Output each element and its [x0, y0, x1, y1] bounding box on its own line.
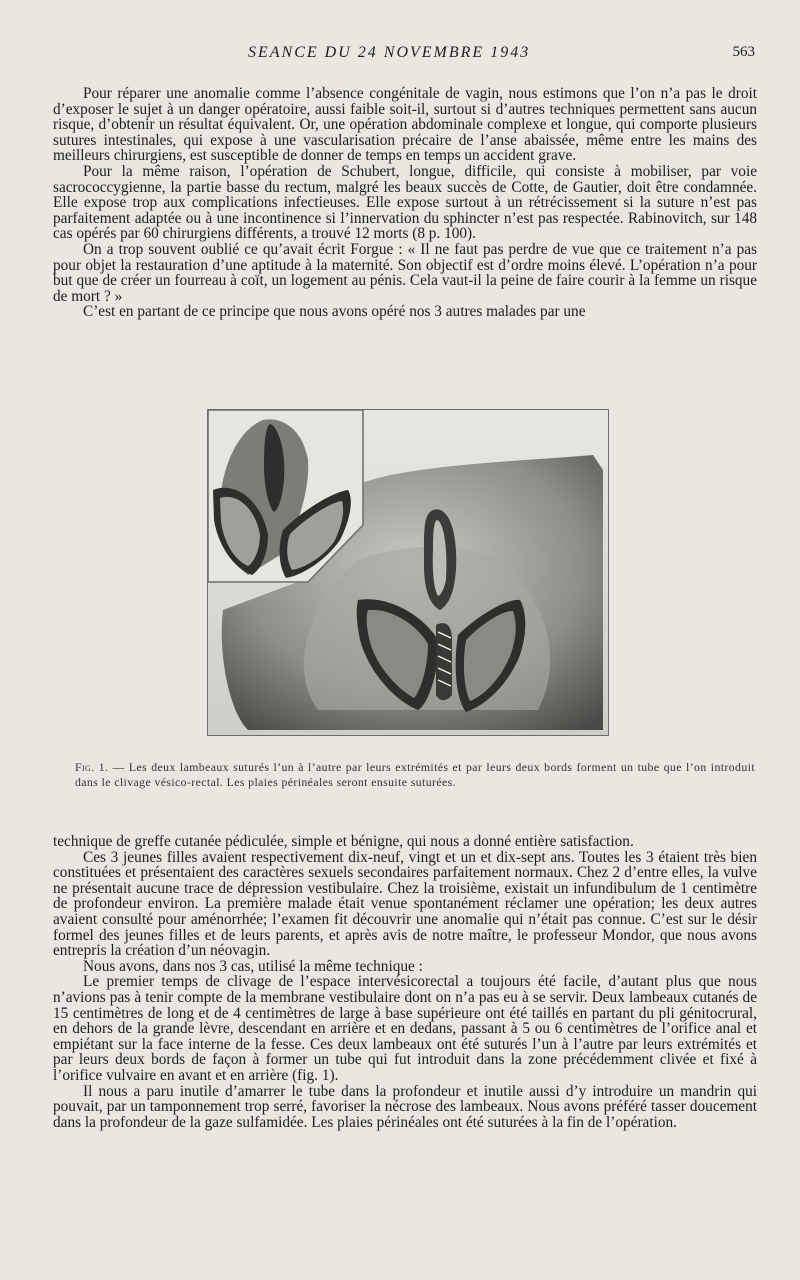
paragraph: Nous avons, dans nos 3 cas, utilisé la même technique :: [83, 957, 423, 975]
paragraph: On a trop souvent oublié ce qu’avait écrit Forgue : « Il ne faut pas perdre de vue que ce traitement n’a pas pour objet la restauration d’une aptitude à la maternité. Son objectif est d’ordre moins élevé. L’opération n’a pour but que de créer un fourreau à coït, un logement au pénis. Cela vaut-il la peine de faire courir à la femme un risque de mort ? »: [53, 240, 757, 305]
paragraph: Il nous a paru inutile d’amarrer le tube dans la profondeur et inutile aussi d’y introduire un mandrin qui pouvait, par un tamponnement trop serré, favoriser la nécrose des lambeaux. Nous avons préféré tasser doucement dans la profondeur de la gaze sulfamidée. Les plaies périnéales ont été suturées à la fin de l’opération.: [53, 1082, 757, 1131]
paragraph: C’est en partant de ce principe que nous avons opéré nos 3 autres malades par une: [83, 303, 586, 321]
flap-drawing: [208, 410, 608, 735]
page-number: 563: [732, 44, 755, 60]
body-text-top: [53, 86, 757, 320]
surgical-illustration: [207, 409, 609, 736]
paragraph: Pour réparer une anomalie comme l’absence congénitale de vagin, nous estimons que l’on n’a pas le droit d’exposer le sujet à un danger opératoire, aussi faible soit-il, surtout si d’autres techniques permettent sans aucun risque, d’obtenir un résultat équivalent. Or, une opération abdominale complexe et longue, qui comporte plusieurs sutures intestinales, qui expose à une vascularisation précaire de l’anse abaissée, même entre les mains des meilleurs chirurgiens, est susceptible de donner de temps en temps un accident grave.: [53, 85, 757, 165]
paragraph: technique de greffe cutanée pédiculée, simple et bénigne, qui nous a donné entière satisfaction.: [53, 833, 634, 850]
paragraph: Ces 3 jeunes filles avaient respectivement dix-neuf, vingt et un et dix-sept ans. Toutes les 3 étaient très bien constituées et présentaient des caractères sexuels secondaires parfaitement normaux. Chez 2 d’entre elles, la vulve ne présentait aucune trace de dépression vestibulaire. Chez la troisième, existait un infundibulum de 1 centimètre de profondeur environ. La première malade était venue spontanément réclamer une opération; les deux autres avaient consulté pour aménorrhée; l’examen fit découvrir une anomalie qui n’était pas connue. C’est sur le désir formel des jeunes filles et de leurs parents, et après avis de notre maître, le professeur Mondor, que nous avons entrepris la création d’un néovagin.: [53, 848, 757, 960]
paragraph: Pour la même raison, l’opération de Schubert, longue, difficile, qui consiste à mobiliser, par voie sacrococcygienne, la partie basse du rectum, malgré les beaux succès de Cotte, de Gautier, doit être condamnée. Elle expose trop aux complications infectieuses. Elle expose surtout à un rétrécissement si la suture n’est pas parfaitement adaptée ou à une incontinence si l’innervation du sphincter n’est pas respectée. Rabinovitch, sur 148 cas opérés par 60 chirurgiens différents, a trouvé 12 morts (8 p. 100).: [53, 162, 757, 243]
figure-caption: [75, 760, 755, 790]
running-title: SEANCE DU 24 NOVEMBRE 1943: [248, 44, 531, 61]
body-text-bottom: [53, 834, 757, 1130]
caption-text: — Les deux lambeaux suturés l’un à l’autre par leurs extrémités et par leurs deux bords forment un tube que l’on introduit dans le clivage vésico-rectal. Les plaies périnéales seront ensuite suturées.: [75, 760, 755, 789]
running-head: [0, 44, 800, 66]
paragraph: Le premier temps de clivage de l’espace intervésicorectal a toujours été facile, d’autant plus que nous n’avions pas à tenir compte de la membrane vestibulaire dont on n’a pas eu à se servir. Deux lambeaux cutanés de 15 centimètres de long et de 4 centimètres de large à base supérieure ont été taillés en partant du pli génitocrural, en dehors de la grande lèvre, descendant en arrière et en dedans, passant à 5 ou 6 centimètres de l’orifice anal et empiétant sur la face interne de la fesse. Ces deux lambeaux ont été suturés l’un à l’autre par leurs extrémités et par leurs deux bords de façon à former un tube qui fut introduit dans la zone précédemment clivée et fixé à l’orifice vulvaire en avant et en arrière (fig. 1).: [53, 973, 757, 1084]
figure-label: Fig. 1.: [75, 760, 109, 774]
